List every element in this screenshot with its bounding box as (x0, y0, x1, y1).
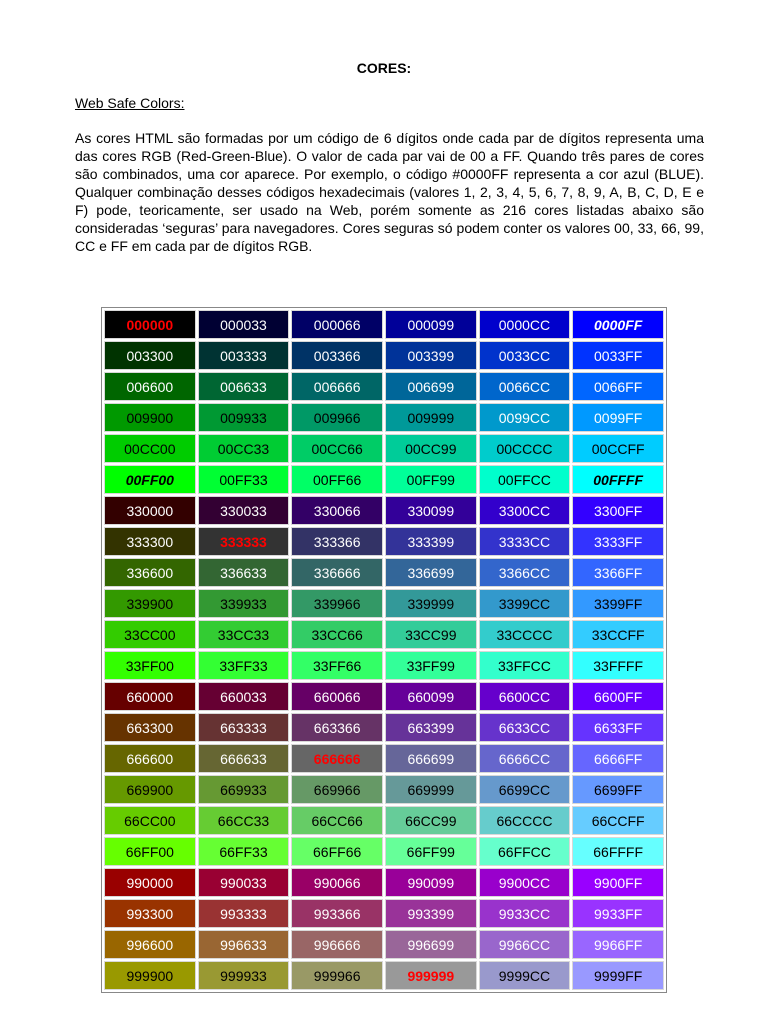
color-swatch-cell: 9999FF (572, 961, 664, 990)
color-swatch-cell: 336600 (104, 558, 196, 587)
color-swatch-cell: 333366 (291, 527, 383, 556)
color-swatch-cell: 669900 (104, 775, 196, 804)
color-table-row (104, 744, 664, 773)
color-swatch-cell: 66FF33 (198, 837, 290, 866)
color-swatch-cell: 33CC00 (104, 620, 196, 649)
color-table-row (104, 961, 664, 990)
color-swatch-cell: 333399 (385, 527, 477, 556)
color-swatch-cell: 996666 (291, 930, 383, 959)
color-swatch-cell: 6666FF (572, 744, 664, 773)
color-swatch-cell: 006633 (198, 372, 290, 401)
color-swatch-cell: 000066 (291, 310, 383, 339)
color-swatch-cell: 00CC33 (198, 434, 290, 463)
color-swatch-cell: 009900 (104, 403, 196, 432)
page-title: CORES: (356, 60, 412, 76)
color-table-row (104, 868, 664, 897)
color-table-row (104, 558, 664, 587)
color-swatch-cell: 3399CC (479, 589, 571, 618)
color-swatch-cell: 3300CC (479, 496, 571, 525)
color-swatch-cell: 009966 (291, 403, 383, 432)
color-table-row (104, 465, 664, 494)
color-swatch-cell: 009933 (198, 403, 290, 432)
color-swatch-cell: 999999 (385, 961, 477, 990)
color-swatch-cell: 9900CC (479, 868, 571, 897)
color-swatch-cell: 0099FF (572, 403, 664, 432)
color-swatch-cell: 33CC33 (198, 620, 290, 649)
color-swatch-cell: 993300 (104, 899, 196, 928)
color-swatch-cell: 330066 (291, 496, 383, 525)
color-swatch-cell: 666666 (291, 744, 383, 773)
color-swatch-cell: 66CC00 (104, 806, 196, 835)
color-table-container (101, 307, 667, 993)
color-table-row (104, 434, 664, 463)
color-swatch-cell: 66CC33 (198, 806, 290, 835)
color-swatch-cell: 0000FF (572, 310, 664, 339)
color-table-row (104, 682, 664, 711)
color-swatch-cell: 996633 (198, 930, 290, 959)
color-table-body (104, 310, 664, 990)
color-swatch-cell: 0099CC (479, 403, 571, 432)
color-swatch-cell: 33FF66 (291, 651, 383, 680)
color-swatch-cell: 330033 (198, 496, 290, 525)
color-swatch-cell: 336633 (198, 558, 290, 587)
color-table-row (104, 651, 664, 680)
color-swatch-cell: 3366CC (479, 558, 571, 587)
color-swatch-cell: 006666 (291, 372, 383, 401)
color-swatch-cell: 33CCFF (572, 620, 664, 649)
color-swatch-cell: 33CC66 (291, 620, 383, 649)
color-swatch-cell: 00FF66 (291, 465, 383, 494)
color-swatch-cell: 9999CC (479, 961, 571, 990)
color-swatch-cell: 990066 (291, 868, 383, 897)
web-safe-color-table (102, 308, 666, 992)
color-swatch-cell: 33FF00 (104, 651, 196, 680)
color-swatch-cell: 33CCCC (479, 620, 571, 649)
color-swatch-cell: 666600 (104, 744, 196, 773)
color-swatch-cell: 003333 (198, 341, 290, 370)
color-swatch-cell: 336699 (385, 558, 477, 587)
color-table-row (104, 713, 664, 742)
color-swatch-cell: 00FF00 (104, 465, 196, 494)
color-swatch-cell: 0033FF (572, 341, 664, 370)
color-swatch-cell: 993333 (198, 899, 290, 928)
color-swatch-cell: 6633CC (479, 713, 571, 742)
color-table-row (104, 899, 664, 928)
color-swatch-cell: 33FFCC (479, 651, 571, 680)
color-swatch-cell: 9900FF (572, 868, 664, 897)
color-swatch-cell: 003366 (291, 341, 383, 370)
color-table-row (104, 403, 664, 432)
color-swatch-cell: 660000 (104, 682, 196, 711)
color-swatch-cell: 33CC99 (385, 620, 477, 649)
color-table-row (104, 930, 664, 959)
color-swatch-cell: 3333FF (572, 527, 664, 556)
color-table-row (104, 589, 664, 618)
color-swatch-cell: 663399 (385, 713, 477, 742)
color-swatch-cell: 993366 (291, 899, 383, 928)
color-swatch-cell: 00CCCC (479, 434, 571, 463)
color-swatch-cell: 999966 (291, 961, 383, 990)
color-swatch-cell: 33FF33 (198, 651, 290, 680)
color-swatch-cell: 663300 (104, 713, 196, 742)
color-swatch-cell: 6600CC (479, 682, 571, 711)
color-swatch-cell: 003300 (104, 341, 196, 370)
color-swatch-cell: 999933 (198, 961, 290, 990)
color-swatch-cell: 339900 (104, 589, 196, 618)
color-table-row (104, 310, 664, 339)
color-swatch-cell: 66CC66 (291, 806, 383, 835)
color-swatch-cell: 660033 (198, 682, 290, 711)
color-swatch-cell: 339966 (291, 589, 383, 618)
body-paragraph: As cores HTML são formadas por um código de 6 dígitos onde cada par de dígitos representa uma das cores RGB (Red-Green-Blue). O valor de cada par vai de 00 a FF. Quando três pares de cores são combinados, uma cor aparece. Por exemplo, o código #0000FF representa a cor azul (BLUE). Qualquer combinação desses códigos hexadecimais (valores 1, 2, 3, 4, 5, 6, 7, 8, 9, A, B, C, D, E e F) pode, teoricamente, ser usado na Web, porém somente as 216 cores listadas abaixo são consideradas ‘seguras’ para navegadores. Cores seguras só podem conter os valores 00, 33, 66, 99, CC e FF em cada par de dígitos RGB. (75, 130, 704, 254)
color-swatch-cell: 669966 (291, 775, 383, 804)
color-swatch-cell: 6699CC (479, 775, 571, 804)
color-swatch-cell: 00FFCC (479, 465, 571, 494)
color-table-row (104, 837, 664, 866)
color-swatch-cell: 990099 (385, 868, 477, 897)
color-swatch-cell: 006699 (385, 372, 477, 401)
color-swatch-cell: 6699FF (572, 775, 664, 804)
color-swatch-cell: 006600 (104, 372, 196, 401)
color-swatch-cell: 330099 (385, 496, 477, 525)
color-swatch-cell: 00FF99 (385, 465, 477, 494)
color-swatch-cell: 9966CC (479, 930, 571, 959)
color-table-row (104, 620, 664, 649)
color-swatch-cell: 3399FF (572, 589, 664, 618)
color-table-row (104, 775, 664, 804)
color-swatch-cell: 9933FF (572, 899, 664, 928)
color-swatch-cell: 000033 (198, 310, 290, 339)
color-swatch-cell: 9966FF (572, 930, 664, 959)
color-swatch-cell: 990033 (198, 868, 290, 897)
color-swatch-cell: 003399 (385, 341, 477, 370)
color-swatch-cell: 339933 (198, 589, 290, 618)
color-swatch-cell: 6600FF (572, 682, 664, 711)
color-swatch-cell: 6633FF (572, 713, 664, 742)
color-swatch-cell: 333300 (104, 527, 196, 556)
color-swatch-cell: 3300FF (572, 496, 664, 525)
color-table-row (104, 806, 664, 835)
color-swatch-cell: 000099 (385, 310, 477, 339)
color-swatch-cell: 66CCFF (572, 806, 664, 835)
color-swatch-cell: 663366 (291, 713, 383, 742)
color-swatch-cell: 669999 (385, 775, 477, 804)
color-swatch-cell: 000000 (104, 310, 196, 339)
color-swatch-cell: 993399 (385, 899, 477, 928)
color-swatch-cell: 009999 (385, 403, 477, 432)
color-swatch-cell: 0066FF (572, 372, 664, 401)
color-swatch-cell: 0000CC (479, 310, 571, 339)
color-swatch-cell: 66FFFF (572, 837, 664, 866)
color-table-row (104, 372, 664, 401)
color-swatch-cell: 66CCCC (479, 806, 571, 835)
color-swatch-cell: 990000 (104, 868, 196, 897)
color-swatch-cell: 669933 (198, 775, 290, 804)
color-swatch-cell: 666699 (385, 744, 477, 773)
color-swatch-cell: 66FF00 (104, 837, 196, 866)
color-swatch-cell: 336666 (291, 558, 383, 587)
color-swatch-cell: 00FF33 (198, 465, 290, 494)
color-swatch-cell: 3333CC (479, 527, 571, 556)
color-swatch-cell: 00CC66 (291, 434, 383, 463)
color-swatch-cell: 00CCFF (572, 434, 664, 463)
color-swatch-cell: 660099 (385, 682, 477, 711)
color-swatch-cell: 996600 (104, 930, 196, 959)
color-swatch-cell: 00CC00 (104, 434, 196, 463)
color-swatch-cell: 666633 (198, 744, 290, 773)
color-swatch-cell: 339999 (385, 589, 477, 618)
section-heading: Web Safe Colors: (75, 95, 185, 111)
color-swatch-cell: 66FF99 (385, 837, 477, 866)
color-swatch-cell: 330000 (104, 496, 196, 525)
color-swatch-cell: 660066 (291, 682, 383, 711)
color-swatch-cell: 33FFFF (572, 651, 664, 680)
color-swatch-cell: 333333 (198, 527, 290, 556)
color-swatch-cell: 66FF66 (291, 837, 383, 866)
color-swatch-cell: 9933CC (479, 899, 571, 928)
color-swatch-cell: 0066CC (479, 372, 571, 401)
color-table-row (104, 341, 664, 370)
color-swatch-cell: 0033CC (479, 341, 571, 370)
color-swatch-cell: 663333 (198, 713, 290, 742)
color-swatch-cell: 66FFCC (479, 837, 571, 866)
color-table-row (104, 527, 664, 556)
color-swatch-cell: 6666CC (479, 744, 571, 773)
color-table-row (104, 496, 664, 525)
color-swatch-cell: 996699 (385, 930, 477, 959)
color-swatch-cell: 999900 (104, 961, 196, 990)
color-swatch-cell: 00CC99 (385, 434, 477, 463)
color-swatch-cell: 66CC99 (385, 806, 477, 835)
color-swatch-cell: 3366FF (572, 558, 664, 587)
color-swatch-cell: 00FFFF (572, 465, 664, 494)
color-swatch-cell: 33FF99 (385, 651, 477, 680)
